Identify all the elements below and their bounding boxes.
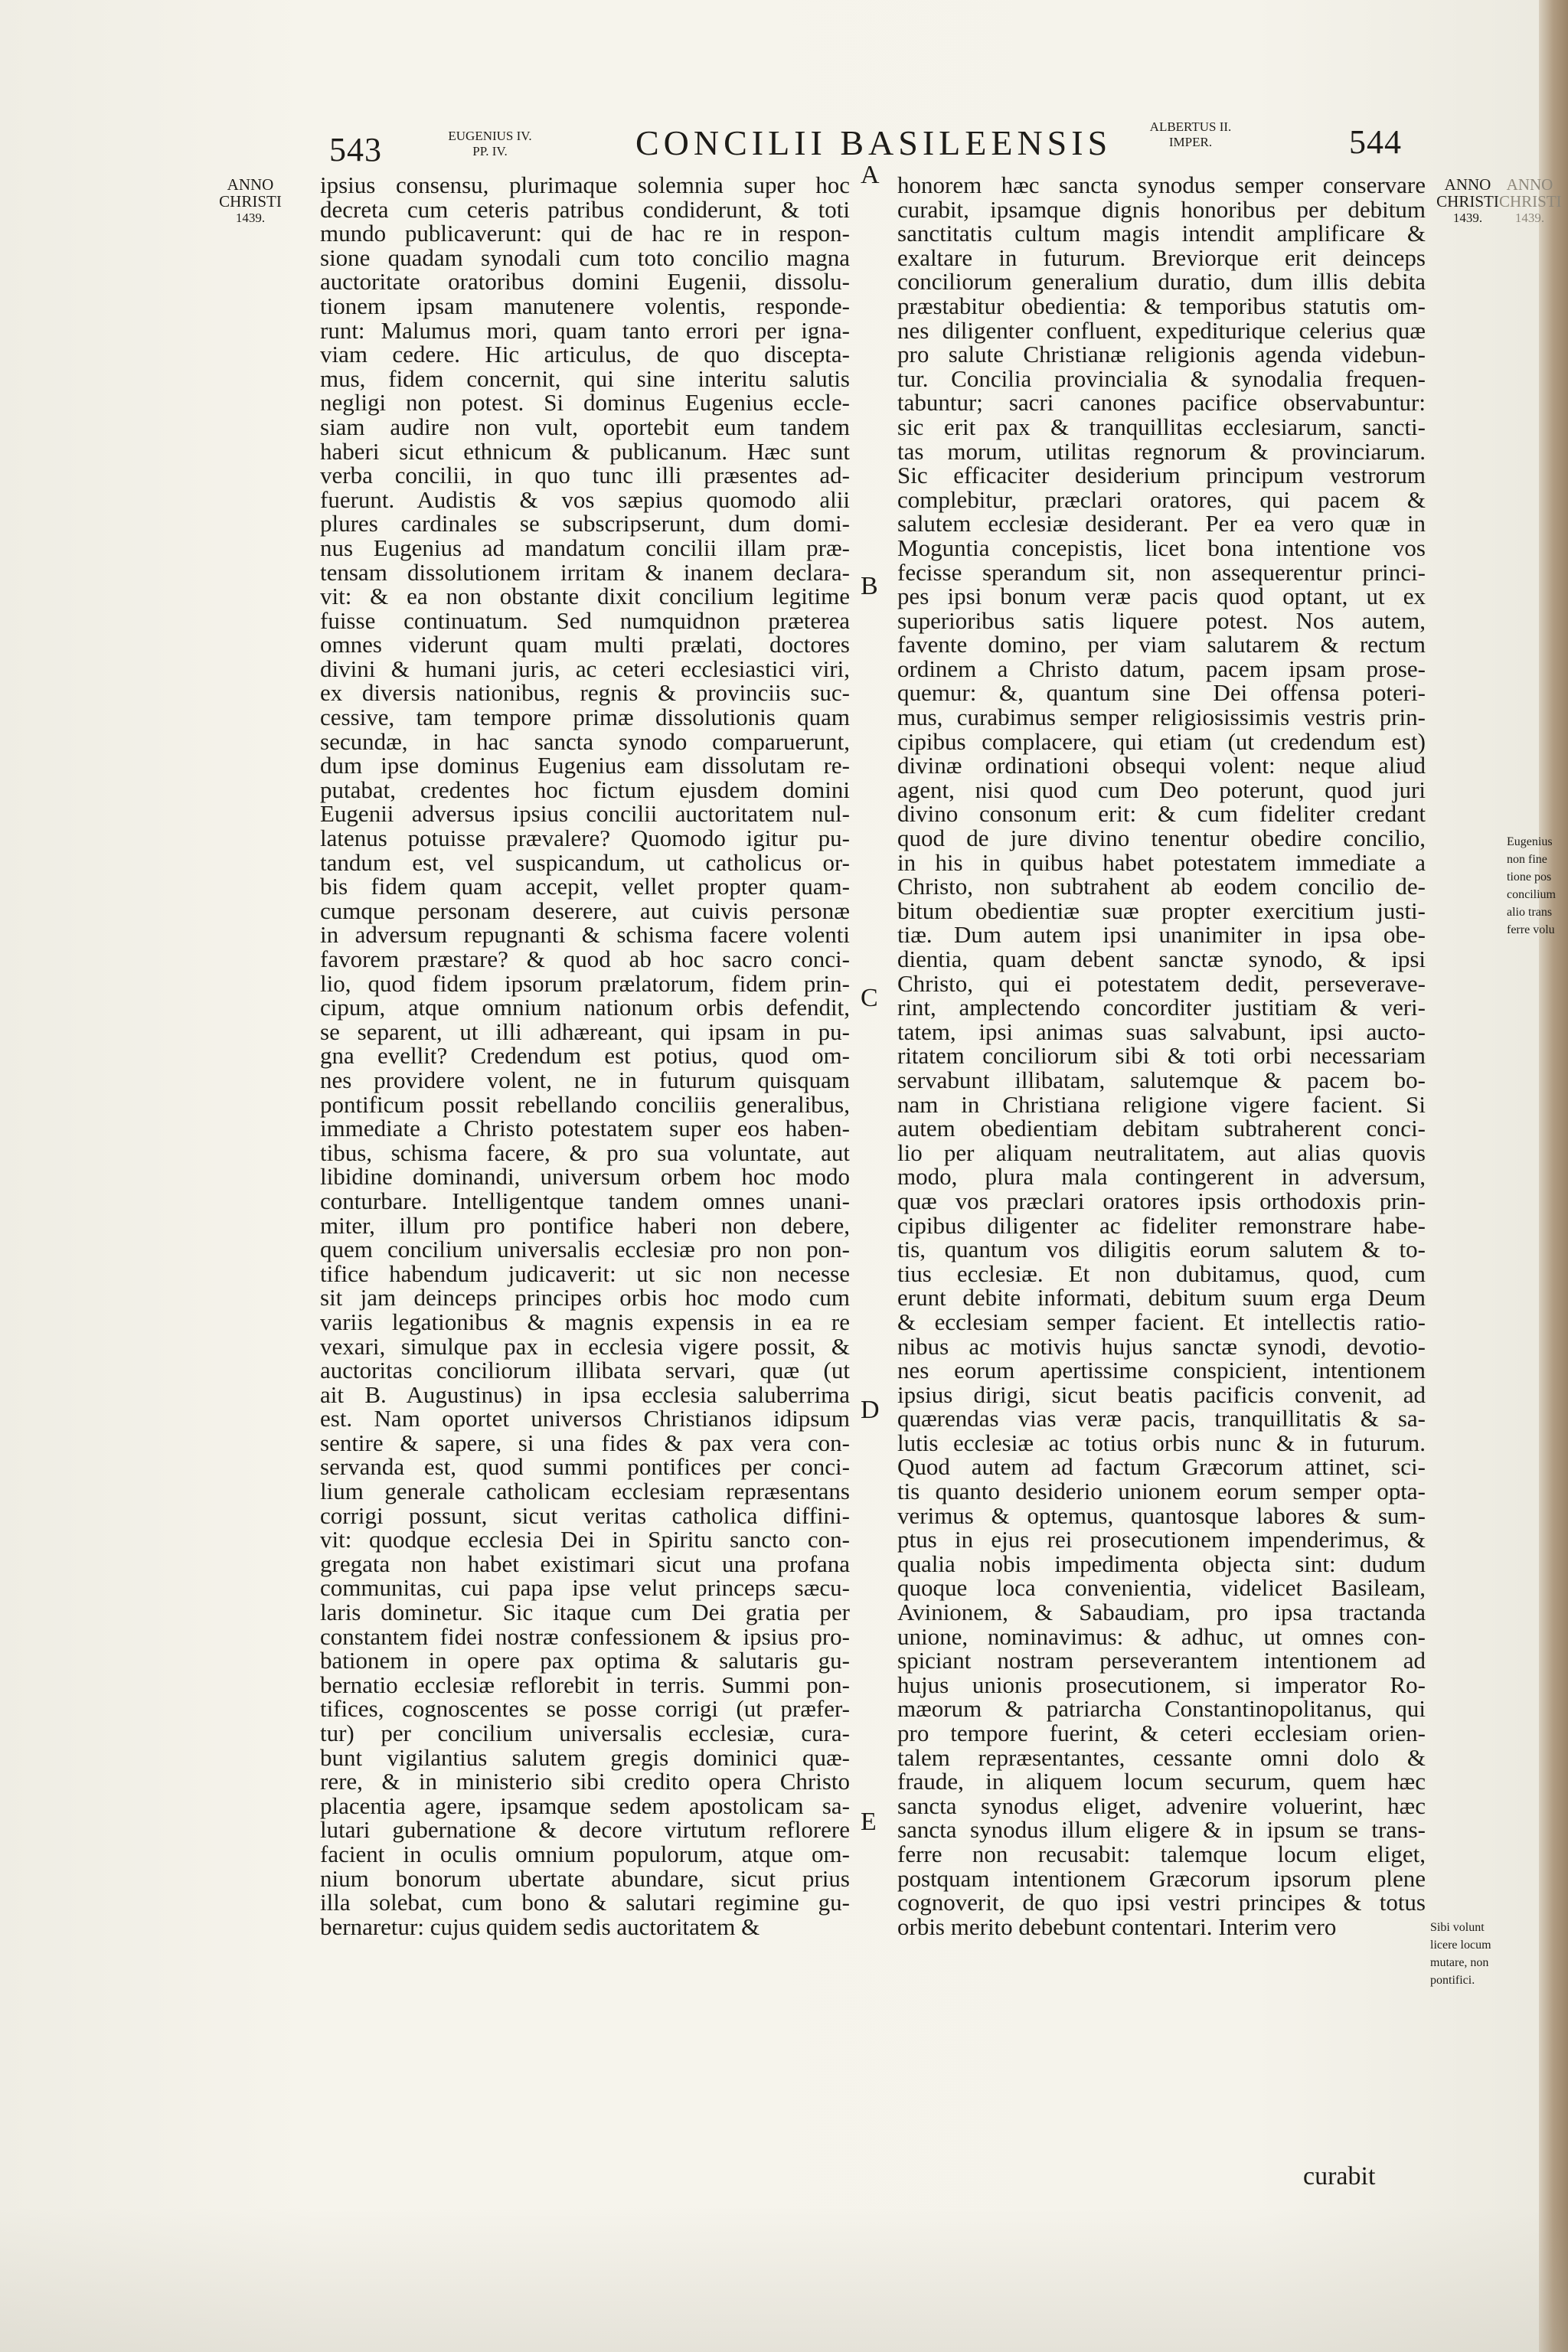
text-line: talem repræsentantes, cessante omni dolo &	[897, 1743, 1426, 1771]
margin-year-right	[1433, 176, 1502, 227]
text-line: divini & humani juris, ac ceteri ecclesiastici viri,	[320, 655, 850, 682]
text-line: cipibus complacere, qui etiam (ut credendum est)	[897, 727, 1426, 755]
margin-note-sibi-volunt	[1430, 1919, 1507, 1989]
text-line: fuisse continuatum. Sed numquidnon præterea	[320, 606, 850, 634]
text-line: ordinem a Christo datum, pacem ipsam prose-	[897, 655, 1426, 682]
text-line: tis quanto desiderio unionem eorum semper opta-	[897, 1478, 1426, 1505]
running-head-right	[1133, 119, 1248, 150]
text-line: nus Eugenius ad mandatum concilii illam præ-	[320, 534, 850, 561]
text-line: vit: & ea non obstante dixit concilium legitime	[320, 583, 850, 610]
anno-year: 1439.	[1514, 211, 1545, 225]
anno-year: 1439.	[1452, 211, 1483, 225]
text-line: sanctitatis cultum magis intendit amplificare &	[897, 220, 1426, 247]
text-line: autem obedientiam debitam subtraherent conci-	[897, 1115, 1426, 1142]
text-line: negligi non potest. Si dominus Eugenius eccle-	[320, 389, 850, 416]
text-line: corrigi possunt, sicut veritas catholica diffini-	[320, 1501, 850, 1529]
text-line: sit jam deinceps principes orbis hoc modo cum	[320, 1284, 850, 1312]
margin-note-line: licere locum	[1430, 1939, 1491, 1952]
margin-year-left	[216, 176, 285, 227]
text-column-left	[320, 173, 850, 1939]
text-line: pro tempore fuerint, & ceteri ecclesiam orien-	[897, 1720, 1426, 1746]
text-line: tur) per concilium universalis ecclesiæ, cura-	[320, 1720, 850, 1746]
text-line: putabat, credentes hoc fictum ejusdem domini	[320, 776, 850, 803]
running-head-left-line: PP. IV.	[472, 144, 508, 158]
text-line: rint, amplectendo concorditer justitiam & veri-	[897, 994, 1426, 1021]
text-line: tiæ. Dum autem ipsi unanimiter in ipsa obe-	[897, 921, 1426, 949]
text-line: rere, & in ministerio sibi credito opera Christo	[320, 1768, 850, 1795]
text-line: quoque loca convenientia, videlicet Basileam,	[897, 1574, 1426, 1602]
text-line: ait B. Augustinus) in ipsa ecclesia saluberrima	[320, 1380, 850, 1408]
text-line: sione quadam synodali cum toto concilio magna	[320, 243, 850, 271]
text-line: verba concilii, in quo tunc illi præsentes ad-	[320, 462, 850, 489]
text-column-right	[897, 173, 1426, 1939]
margin-note-line: ferre volu	[1507, 923, 1555, 936]
text-line: miter, illum pro pontifice haberi non debere,	[320, 1211, 850, 1239]
text-line: bitum obedientiæ suæ propter exercitium justi-	[897, 897, 1426, 924]
text-line: Quod autem ad factum Græcorum attinet, sci-	[897, 1453, 1426, 1481]
anno-label: ANNO CHRISTI	[1436, 175, 1499, 211]
text-line: dientia, quam debent sanctæ synodo, & ipsi	[897, 946, 1426, 972]
text-line: sancta synodus eliget, advenire voluerint, hæc	[897, 1792, 1426, 1819]
text-line: viam cedere. Hic articulus, de quo discepta-	[320, 341, 850, 368]
text-line: nium bonorum ubertate abundare, sicut prius	[320, 1864, 850, 1892]
text-line: plures cardinales se subscripserunt, dum domi-	[320, 510, 850, 537]
text-line: omnes viderunt quam multi prælati, doctores	[320, 631, 850, 658]
text-line: pro salute Christianæ religionis agenda videbun-	[897, 341, 1426, 368]
page-number-right: 544	[1349, 123, 1402, 161]
text-line: postquam intentionem Græcorum ipsorum plene	[897, 1864, 1426, 1892]
text-line: auctoritas conciliorum illibata servari, quæ (ut	[320, 1357, 850, 1384]
text-line: fecisse sperandum sit, non assequerentur princi-	[897, 558, 1426, 586]
text-line: secundæ, in hac sancta synodo comparuerunt,	[320, 727, 850, 755]
text-line: sentire & sapere, si una fides & pax vera con-	[320, 1429, 850, 1456]
text-line: nibus ac motivis hujus sanctæ synodi, devotio-	[897, 1332, 1426, 1360]
text-line: vexari, simulque pax in ecclesia vigere possit, &	[320, 1332, 850, 1360]
text-line: se separent, ut illi adhæreant, qui ipsam in pu-	[320, 1018, 850, 1045]
text-line: illa solebat, cum bono & salutari regimine gu-	[320, 1889, 850, 1916]
text-line: cognoverit, de quo ipsi vestri principes & totus	[897, 1889, 1426, 1916]
running-head-left-line: EUGENIUS IV.	[448, 129, 532, 143]
text-line: in his in quibus habet potestatem immediate a	[897, 848, 1426, 876]
page-shadow	[0, 2207, 1568, 2352]
text-line: bunt vigilantius salutem gregis dominici quæ-	[320, 1743, 850, 1771]
text-line: immediate a Christo potestatem super eos haben-	[320, 1115, 850, 1142]
text-line: latenus potuisse prævalere? Quomodo igitur pu-	[320, 825, 850, 852]
text-line: modo, plura mala contingerent in adversum,	[897, 1163, 1426, 1191]
text-line: cipum, atque omnium nationum orbis defendit,	[320, 994, 850, 1021]
text-line: lio per aliquam neutralitatem, aut alias quovis	[897, 1138, 1426, 1166]
margin-note-line: pontifici.	[1430, 1974, 1475, 1987]
text-line: sancta synodus illum eligere & in ipsum se trans-	[897, 1816, 1426, 1844]
text-line: lutis ecclesiæ ac totius orbis nunc & in futurum.	[897, 1429, 1426, 1456]
text-line: placentia agere, ipsamque sedem apostolicam sa-	[320, 1792, 850, 1819]
text-line: bis fidem quam accepit, vellet propter quam-	[320, 873, 850, 900]
anno-label: ANNO CHRISTI	[1499, 175, 1562, 211]
text-line: nam in Christiana religione vigere facient. Si	[897, 1090, 1426, 1118]
margin-note-eugenius	[1507, 833, 1568, 939]
text-line: præstabitur obedientia: & temporibus statutis om-	[897, 292, 1426, 319]
text-line: conturbare. Intelligentque tandem omnes unani-	[320, 1187, 850, 1214]
text-line: nes providere volent, ne in futurum quisquam	[320, 1066, 850, 1093]
text-line: libidine dominandi, universum orbem hoc modo	[320, 1163, 850, 1191]
text-line: gregata non habet existimari sicut una profana	[320, 1550, 850, 1577]
text-line: superioribus satis liquere potest. Nos autem,	[897, 606, 1426, 634]
text-line: tas morum, utilitas regnorum & provinciarum.	[897, 437, 1426, 465]
text-line: nes diligenter confluent, expediturique celerius quæ	[897, 316, 1426, 344]
text-line: fraude, in aliquem locum securum, quem hæc	[897, 1768, 1426, 1795]
text-line: Moguntia concepistis, licet bona intentione vos	[897, 534, 1426, 561]
section-letter-b: B	[861, 572, 878, 600]
text-line: pontificum possit rebellando conciliis generalibus,	[320, 1090, 850, 1118]
text-line: mus, curabimus semper religiosissimis vestris prin-	[897, 704, 1426, 731]
text-line: sic erit pax & tranquillitas ecclesiarum, sancti-	[897, 413, 1426, 440]
text-line: haberi sicut ethnicum & publicanum. Hæc sunt	[320, 437, 850, 465]
text-line: bernatio ecclesiæ reflorebit in terris. Summi pon-	[320, 1671, 850, 1698]
text-line: exaltare in futurum. Breviorque erit deinceps	[897, 243, 1426, 271]
text-line: tionem ipsam manutenere volentis, responde-	[320, 292, 850, 319]
text-line: tifice habendum judicaverit: ut sic non necesse	[320, 1259, 850, 1287]
text-line: Christo, qui ei potestatem dedit, perseverave-	[897, 969, 1426, 997]
text-line: in adversum repugnanti & schisma facere volenti	[320, 921, 850, 949]
text-line: ptus in ejus rei prosecutionem impenderimus, &	[897, 1526, 1426, 1553]
text-line: tensam dissolutionem irritam & inanem declara-	[320, 558, 850, 586]
text-line: orbis merito debebunt contentari. Interim vero	[897, 1913, 1337, 1940]
text-line: variis legationibus & magnis expensis in ea re	[320, 1308, 850, 1335]
text-line: decreta cum ceteris patribus condiderunt, & toti	[320, 195, 850, 223]
text-line: & ecclesiam semper facient. Et intellectis ratio-	[897, 1308, 1426, 1335]
text-line: ex diversis nationibus, regnis & provinciis suc-	[320, 679, 850, 707]
text-line: communitas, cui papa ipse velut princeps sæcu-	[320, 1574, 850, 1602]
section-letter-d: D	[861, 1396, 880, 1424]
text-line: bationem in opere pax optima & salutaris gu-	[320, 1647, 850, 1674]
text-line: qualia nobis impedimenta objecta sint: dudum	[897, 1550, 1426, 1577]
text-line: tabuntur; sacri canones pacifice observabuntur:	[897, 389, 1426, 416]
text-line: tatem, ipsi animas suas salvabunt, ipsi aucto-	[897, 1018, 1426, 1045]
text-line: gna evellit? Credendum est potius, quod om-	[320, 1042, 850, 1070]
text-line: salutem ecclesiæ desiderant. Per ea vero quæ in	[897, 510, 1426, 537]
text-line: tandum est, vel suspicandum, ut catholicus or-	[320, 848, 850, 876]
text-line: quemur: &, quantum sine Dei offensa poteri-	[897, 679, 1426, 707]
margin-note-line: mutare, non	[1430, 1956, 1489, 1969]
text-line: hujus unionis prosecutionem, si imperator Ro-	[897, 1671, 1426, 1698]
text-line: auctoritate oratoribus domini Eugenii, dissolu-	[320, 268, 850, 296]
text-line: tur. Concilia provincialia & synodalia frequen-	[897, 364, 1426, 392]
running-head-left	[433, 129, 547, 159]
text-line: ritatem conciliorum sibi & toti orbi necessariam	[897, 1042, 1426, 1070]
margin-year-facing-page	[1499, 176, 1560, 227]
running-head-right-line: ALBERTUS II.	[1149, 119, 1232, 134]
text-line: runt: Malumus mori, quam tanto errori per igna-	[320, 316, 850, 344]
text-line: tibus, schisma facere, & pro sua voluntate, aut	[320, 1138, 850, 1166]
text-line: lium generale catholicam ecclesiam repræsentans	[320, 1478, 850, 1505]
text-line: est. Nam oportet universos Christianos idipsum	[320, 1405, 850, 1432]
margin-note-line: Eugenius	[1507, 835, 1553, 848]
text-line: favente domino, per viam salutarem & rectum	[897, 631, 1426, 658]
text-line: ipsius dirigi, sicut beatis pacificis convenit, ad	[897, 1380, 1426, 1408]
text-line: verimus & optemus, quantosque labores & sum-	[897, 1501, 1426, 1529]
margin-note-line: tione pos	[1507, 871, 1552, 884]
text-line: Christo, non subtrahent ab eodem concilio de-	[897, 873, 1426, 900]
text-line: tifices, cognoscentes se posse corrigi (ut præfer-	[320, 1695, 850, 1723]
text-line: servanda est, quod summi pontifices per conci-	[320, 1453, 850, 1481]
running-head-right-line: IMPER.	[1168, 135, 1213, 149]
text-line: tius ecclesiæ. Et non dubitamus, quod, cum	[897, 1259, 1426, 1287]
text-line: unione, nominavimus: & adhuc, ut omnes con-	[897, 1622, 1426, 1650]
text-line: cessive, tam tempore primæ dissolutionis quam	[320, 704, 850, 731]
text-line: spiciant nostram perseverantem intentionem ad	[897, 1647, 1426, 1674]
text-line: constantem fidei nostræ confessionem & ipsius pro-	[320, 1622, 850, 1650]
text-line: tis, quantum vos diligitis eorum salutem & to-	[897, 1236, 1426, 1263]
text-line: ferre non recusabit: talemque locum eliget,	[897, 1840, 1426, 1867]
text-line: Eugenii adversus ipsius concilii auctoritatem nul-	[320, 800, 850, 828]
text-line: dum ipse dominus Eugenius eam dissolutam re-	[320, 752, 850, 779]
text-line: quem concilium universalis ecclesiæ pro non pon-	[320, 1236, 850, 1263]
running-title: CONCILII BASILEENSIS	[635, 123, 1112, 162]
text-line: vit: quodque ecclesia Dei in Spiritu sancto con-	[320, 1526, 850, 1553]
text-line: cipibus diligenter ac fideliter remonstrare habe-	[897, 1211, 1426, 1239]
text-line: mus, fidem concernit, qui sine interitu salutis	[320, 364, 850, 392]
text-line: mundo publicaverunt: qui de hac re in respon-	[320, 220, 850, 247]
margin-note-line: Sibi volunt	[1430, 1921, 1485, 1934]
anno-year: 1439.	[235, 211, 266, 225]
text-line: facient in oculis omnium populorum, atque om-	[320, 1840, 850, 1867]
text-line: servabunt illibatam, salutemque & pacem bo-	[897, 1066, 1426, 1093]
text-line: lio, quod fidem ipsorum prælatorum, fidem prin-	[320, 969, 850, 997]
anno-label: ANNO CHRISTI	[219, 175, 282, 211]
text-line: mæorum & patriarcha Constantinopolitanus, qui	[897, 1695, 1426, 1723]
text-line: quæ vos præclari oratores ipsis orthodoxis prin-	[897, 1187, 1426, 1214]
text-line: complebitur, præclari oratores, qui pacem &	[897, 485, 1426, 513]
text-line: cumque personam deserere, aut cuivis personæ	[320, 897, 850, 924]
text-line: curabit, ipsamque dignis honoribus per debitum	[897, 195, 1426, 223]
catchword: curabit	[1303, 2162, 1376, 2190]
margin-note-line: non fine	[1507, 853, 1547, 866]
page-edge	[1539, 0, 1568, 2352]
section-letter-e: E	[861, 1808, 877, 1836]
section-letter-c: C	[861, 984, 878, 1012]
text-line: quod de jure divino tenentur obedire concilio,	[897, 825, 1426, 852]
margin-note-line: concilium	[1507, 888, 1556, 901]
text-line: Avinionem, & Sabaudiam, pro ipsa tractanda	[897, 1599, 1426, 1626]
text-line: divinæ ordinationi obsequi volent: neque aliud	[897, 752, 1426, 779]
text-line: Sic efficaciter desiderium principum vestrorum	[897, 462, 1426, 489]
page-header	[0, 113, 1568, 167]
text-line: conciliorum generalium duratio, dum illis debita	[897, 268, 1426, 296]
text-line: pes ipsi bonum veræ pacis quod optant, ut ex	[897, 583, 1426, 610]
text-line: siam audire non vult, oportebit eum tandem	[320, 413, 850, 440]
margin-note-line: alio trans	[1507, 906, 1553, 919]
text-line: laris dominetur. Sic itaque cum Dei gratia per	[320, 1599, 850, 1626]
text-line: agent, nisi quod cum Deo poterunt, quod juri	[897, 776, 1426, 803]
page-number-left: 543	[329, 131, 382, 168]
text-line: quærendas vias veræ pacis, tranquillitatis & sa-	[897, 1405, 1426, 1432]
section-letter-a: A	[861, 161, 880, 189]
text-line: bernaretur: cujus quidem sedis auctoritatem &	[320, 1913, 760, 1940]
text-line: honorem hæc sancta synodus semper conservare	[897, 172, 1426, 198]
text-line: ipsius consensu, plurimaque solemnia super hoc	[320, 172, 850, 198]
text-line: lutari gubernatione & decore virtutum reflorere	[320, 1816, 850, 1844]
text-line: erunt debite informati, debitum suum erga Deum	[897, 1284, 1426, 1312]
text-line: divino consonum erit: & cum fideliter credant	[897, 800, 1426, 828]
text-line: nes eorum apertissime conspicient, intentionem	[897, 1357, 1426, 1384]
text-line: favorem præstare? & quod ab hoc sacro conci-	[320, 946, 850, 972]
text-line: fuerunt. Audistis & vos sæpius quomodo alii	[320, 485, 850, 513]
